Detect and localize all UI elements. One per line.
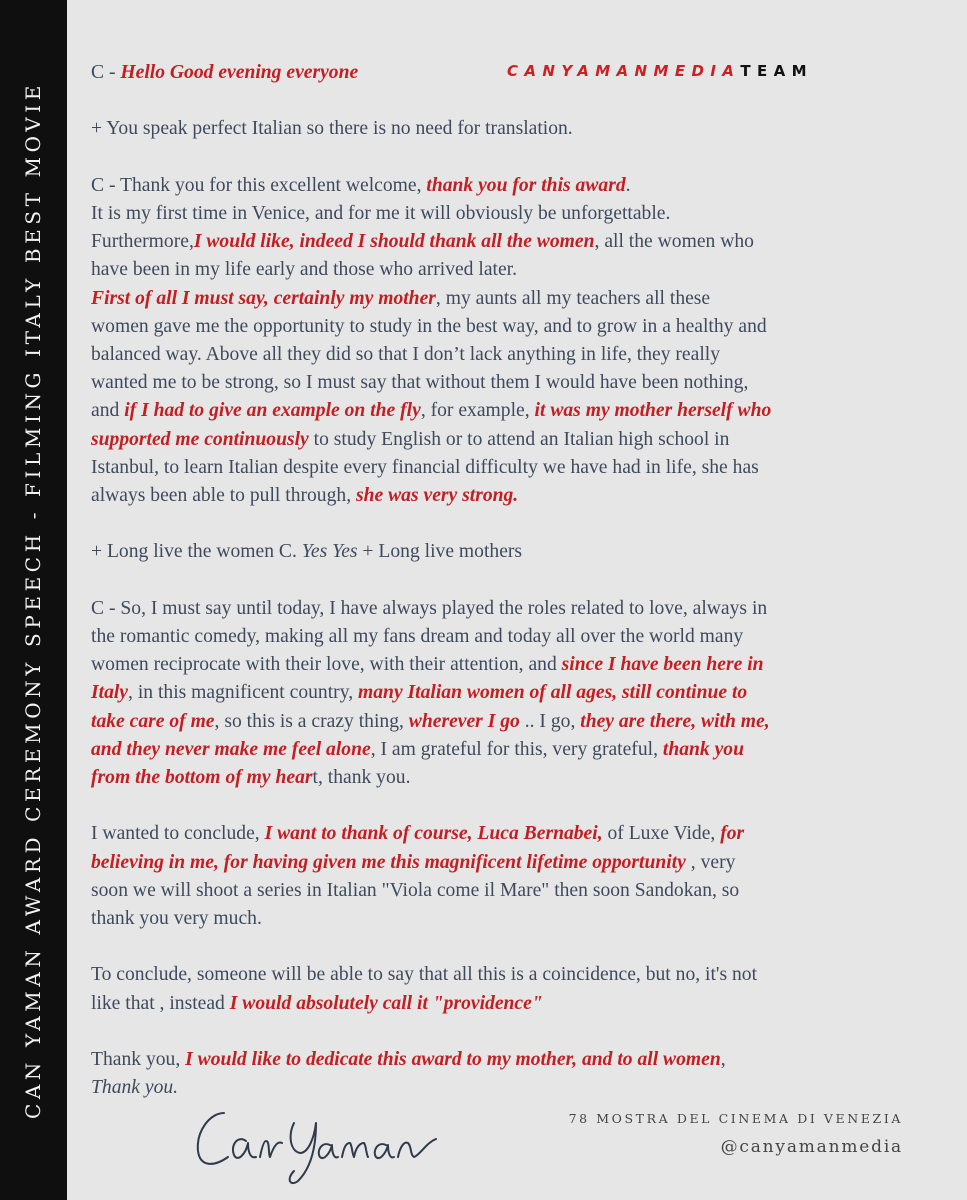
speech-line: and they never make me feel alone, I am grateful for this, very grateful, thank you [91, 738, 744, 760]
highlight: since I have been here in [561, 654, 764, 676]
speech-line: the romantic comedy, making all my fans dream and today all over the world many [91, 626, 744, 647]
highlight: if I had to give an example on the fly [124, 400, 421, 422]
speech-line: supported me continuously to study English or to attend an Italian high school in [91, 428, 730, 450]
highlight: supported me continuously [91, 428, 309, 450]
speech-line: always been able to pull through, she was very strong. [91, 485, 519, 507]
highlight: and they never make me feel alone [91, 738, 371, 760]
social-handle: @canyamanmedia [720, 1137, 903, 1157]
speech-line: + Long live the women C. Yes Yes + Long live mothers [91, 541, 523, 563]
speech-line: Istanbul, to learn Italian despite every financial difficulty we have had in life, she has [91, 456, 759, 478]
speech-line: To conclude, someone will be able to say that all this is a coincidence, but no, it's not [91, 964, 758, 986]
highlight: take care of me [91, 710, 215, 732]
highlight: from the bottom of my hear [91, 767, 313, 789]
highlight: I want to thank of course, Luca Bernabei, [264, 823, 603, 845]
highlight: it was my mother herself who [534, 400, 772, 422]
highlight: I would like, indeed I should thank all the women [193, 231, 595, 253]
speech-line: soon we will shoot a series in Italian "Viola come il Mare" then soon Sandokan, so [91, 879, 740, 901]
speech-line: women reciprocate with their love, with their attention, and since I have been here in [91, 654, 764, 676]
venue-label: 78 MOSTRA DEL CINEMA DI VENEZIA [568, 1111, 903, 1126]
speech-line: C - So, I must say until today, I have always played the roles related to love, always in [91, 597, 768, 619]
highlight: thank you for this award [426, 174, 626, 196]
speech-line: + You speak perfect Italian so there is no need for translation. [91, 118, 573, 140]
handwritten-signature [190, 1095, 470, 1185]
highlight: believing in me, for having given me this magnificent lifetime opportunity [91, 851, 686, 873]
speech-line: from the bottom of my heart, thank you. [91, 767, 411, 789]
speech-line: wanted me to be strong, so I must say that without them I would have been nothing, [91, 372, 749, 394]
speech-line: Italy, in this magnificent country, many Italian women of all ages, still continue to [91, 682, 748, 704]
highlight: Italy [91, 682, 129, 704]
highlight: Hello Good evening everyone [120, 62, 359, 83]
highlight: she was very strong. [356, 485, 519, 507]
highlight: wherever I go [408, 710, 520, 732]
speech-transcript [91, 59, 951, 1102]
brand-red: CANYAMANMEDIA [507, 62, 741, 80]
speech-line: have been in my life early and those who arrived later. [91, 259, 518, 281]
speech-line: Thank you. [91, 1077, 179, 1099]
speech-line: It is my first time in Venice, and for me it will obviously be unforgettable. [91, 202, 671, 224]
speech-line: Furthermore,I would like, indeed I should thank all the women, all the women who [91, 231, 754, 253]
speech-line: take care of me, so this is a crazy thing, wherever I go .. I go, they are there, with me, [91, 710, 770, 732]
highlight: they are there, with me, [580, 710, 770, 732]
speech-line: women gave me the opportunity to study in the best way, and to grow in a healthy and [91, 315, 767, 337]
speech-line: balanced way. Above all they did so that I don’t lack anything in life, they really [91, 344, 720, 365]
speech-line: C - Thank you for this excellent welcome, thank you for this award. [91, 174, 631, 196]
sidebar-band [0, 0, 67, 1200]
speech-line: C - Hello Good evening everyone [91, 62, 359, 83]
speech-line: believing in me, for having given me this magnificent lifetime opportunity , very [91, 851, 736, 873]
highlight: thank you [662, 738, 744, 760]
highlight: for [720, 823, 745, 845]
speech-line: First of all I must say, certainly my mother, my aunts all my teachers all these [91, 287, 711, 309]
speech-line: and if I had to give an example on the fly, for example, it was my mother herself who [91, 400, 772, 422]
highlight: I would absolutely call it "providence" [229, 992, 543, 1014]
highlight: many Italian women of all ages, still continue to [358, 682, 748, 704]
brand-dark: TEAM [740, 62, 813, 80]
speech-line: thank you very much. [91, 908, 262, 930]
speech-line: Thank you, I would like to dedicate this award to my mother, and to all women, [91, 1049, 726, 1070]
highlight: I would like to dedicate this award to my mother, and to all women [185, 1049, 721, 1070]
sidebar-title: CAN YAMAN AWARD CEREMONY SPEECH - FILMING ITALY BEST MOVIE [21, 80, 45, 1120]
speech-line: I wanted to conclude, I want to thank of course, Luca Bernabei, of Luxe Vide, for [91, 823, 745, 845]
highlight: First of all I must say, certainly my mother [91, 287, 436, 309]
speech-line: like that , instead I would absolutely call it "providence" [91, 992, 543, 1014]
